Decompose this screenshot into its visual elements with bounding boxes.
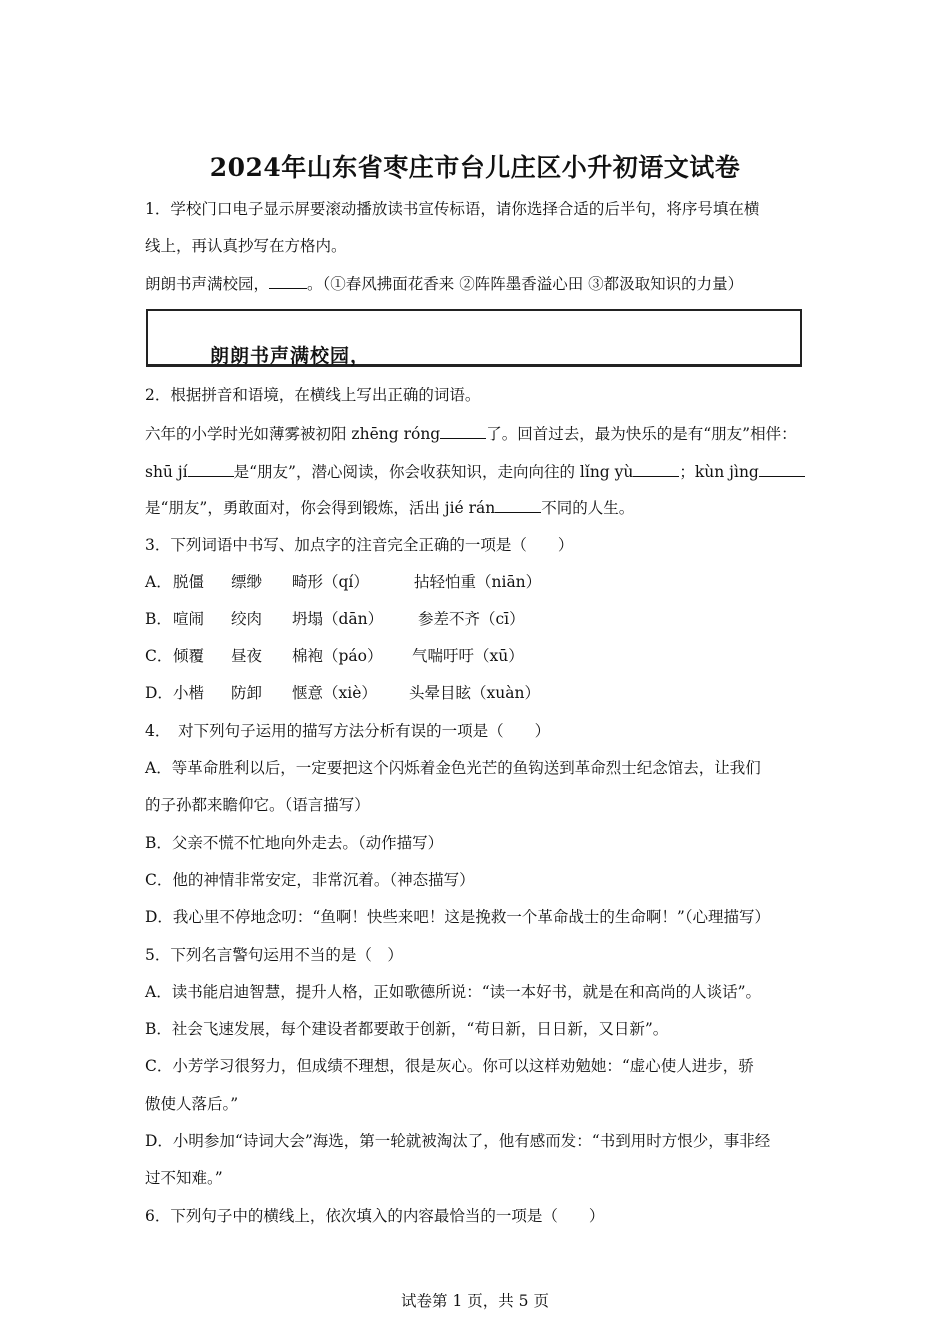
q4-option-b[interactable]: B．父亲不慌不忙地向外走去。（动作描写） (145, 834, 444, 852)
q1-line-1: 1．学校门口电子显示屏要滚动播放读书宣传标语，请你选择合适的后半句，将序号填在横 (145, 200, 760, 218)
option-word: 绞肉 (231, 610, 263, 628)
option-word: 惬意（xiè） (292, 684, 377, 702)
q6-stem: 6．下列句子中的横线上，依次填入的内容最恰当的一项是（ ） (145, 1207, 605, 1225)
q2-blank-jieran[interactable] (495, 497, 541, 513)
q2-blank-kunjing[interactable] (759, 461, 805, 477)
option-label: D． (145, 684, 173, 702)
q5-option-c-cont: 傲使人落后。” (145, 1095, 239, 1113)
q5-option-a[interactable]: A．读书能启迪智慧，提升人格，正如歌德所说：“读一本好书，就是在和高尚的人谈话”。 (145, 983, 762, 1001)
q4-option-c[interactable]: C．他的神情非常安定，非常沉着。（神态描写） (145, 871, 475, 889)
q4-option-d[interactable]: D．我心里不停地念叨：“鱼啊！快些来吧！这是挽救一个革命战士的生命啊！”（心理描写） (145, 908, 771, 926)
q2-line-4 (145, 497, 634, 518)
q1-line-3 (145, 273, 743, 294)
q2-blank-zhengrong[interactable] (440, 423, 486, 439)
q2-line-2 (145, 423, 797, 444)
q5-option-d-cont: 过不知难。” (145, 1169, 223, 1187)
option-word: 气喘吁吁（xū） (412, 647, 524, 665)
q2-text: 是“朋友”，潜心阅读，你会收获知识，走向向往的 lǐng yù (233, 463, 634, 481)
option-label: C． (145, 647, 173, 665)
option-word: 坍塌（dān） (292, 610, 384, 628)
q2-text: shū jí (145, 463, 188, 481)
option-word: 昼夜 (231, 647, 263, 665)
option-label: B． (145, 610, 172, 628)
option-word: 棉袍（páo） (292, 647, 383, 665)
copy-box[interactable] (146, 309, 802, 367)
q1-prefix: 朗朗书声满校园， (145, 275, 270, 293)
q2-line-3 (145, 461, 805, 482)
q2-blank-lingyu[interactable] (633, 461, 679, 477)
q2-text: ；kùn jìng (679, 463, 759, 481)
q5-option-c[interactable]: C．小芳学习很努力，但成绩不理想，很是灰心。你可以这样劝勉她：“虚心使人进步，骄 (145, 1057, 754, 1075)
q5-option-d[interactable]: D．小明参加“诗词大会”海选，第一轮就被淘汰了，他有感而发：“书到用时方恨少，事非经 (145, 1132, 771, 1150)
option-word: 参差不齐（cī） (418, 610, 525, 628)
option-word: 喧闹 (173, 610, 205, 628)
q2-blank-shuji[interactable] (188, 461, 234, 477)
page-title: 2024年山东省枣庄市台儿庄区小升初语文试卷 (209, 153, 741, 182)
copy-box-text: 朗朗书声满校园， (210, 345, 371, 367)
option-word: 畸形（qí） (292, 573, 369, 591)
q2-text: 了。回首过去，最为快乐的是有“朋友”相伴： (486, 425, 797, 443)
option-word: 拈轻怕重（niān） (414, 573, 542, 591)
q1-answer-blank[interactable] (269, 273, 307, 289)
q5-stem: 5．下列名言警句运用不当的是（ ） (145, 946, 403, 964)
q2-text: 不同的人生。 (541, 499, 635, 517)
q2-text: 六年的小学时光如薄雾被初阳 zhēng róng (145, 425, 441, 443)
q4-stem: 4． 对下列句子运用的描写方法分析有误的一项是（ ） (145, 722, 551, 740)
option-word: 倾覆 (173, 647, 205, 665)
q1-line-2: 线上，再认真抄写在方格内。 (145, 237, 347, 255)
option-word: 缥缈 (231, 573, 263, 591)
q3-stem: 3．下列词语中书写、加点字的注音完全正确的一项是（ ） (145, 536, 574, 554)
q2-text: 是“朋友”，勇敢面对，你会得到锻炼，活出 jié rán (145, 499, 496, 517)
q2-stem: 2．根据拼音和语境，在横线上写出正确的词语。 (145, 386, 481, 404)
q5-option-b[interactable]: B．社会飞速发展，每个建设者都要敢于创新，“苟日新，日日新，又日新”。 (145, 1020, 669, 1038)
q1-options: 。（①春风拂面花香来 ②阵阵墨香溢心田 ③都汲取知识的力量） (307, 275, 744, 293)
option-label: A． (145, 573, 172, 591)
q4-option-a-cont: 的子孙都来瞻仰它。（语言描写） (145, 796, 370, 814)
option-word: 小楷 (173, 684, 205, 702)
page-footer: 试卷第 1 页，共 5 页 (401, 1292, 549, 1310)
q4-option-a[interactable]: A．等革命胜利以后，一定要把这个闪烁着金色光芒的鱼钩送到革命烈士纪念馆去，让我们 (145, 759, 761, 777)
option-word: 脱僵 (173, 573, 205, 591)
option-word: 防卸 (231, 684, 263, 702)
option-word: 头晕目眩（xuàn） (409, 684, 540, 702)
